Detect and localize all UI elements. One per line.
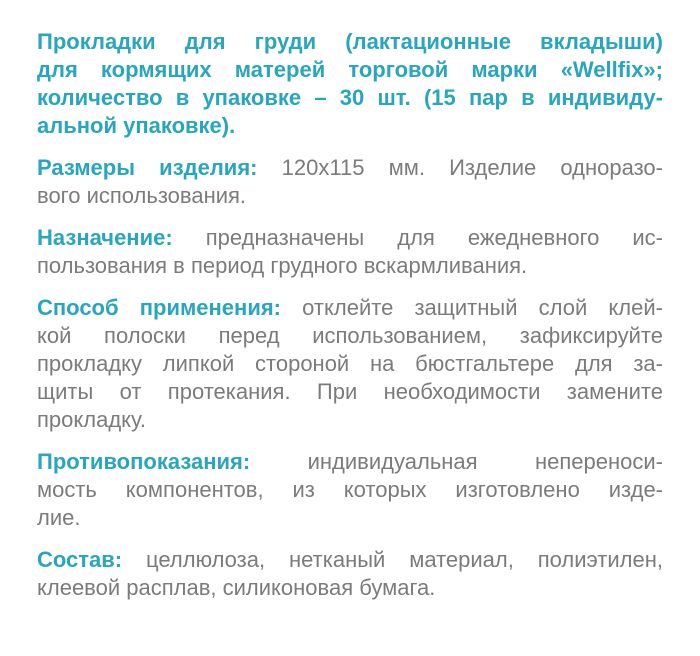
- product-description: [37, 28, 663, 140]
- composition-text: целлюлоза, нетканый материал, полиэтилен,: [122, 547, 663, 572]
- usage-text: щиты от протекания. При необходимости замените: [37, 379, 663, 404]
- contraindications-text: индивидуальная непереноси-: [250, 449, 663, 474]
- product-info-document: [37, 28, 663, 616]
- size-section: [37, 154, 663, 210]
- contraindications-section: [37, 448, 663, 532]
- usage-text: прокладку липкой стороной на бюстгальтере для за-: [37, 351, 663, 376]
- contraindications-label: Противопоказания:: [37, 449, 251, 474]
- size-first-line: [37, 154, 663, 182]
- purpose-text: предназначены для ежедневного ис-: [172, 225, 663, 250]
- composition-section: [37, 546, 663, 602]
- usage-label: Способ применения:: [37, 295, 282, 320]
- product-description-line: для кормящих матерей торговой марки «Wellfix»;: [37, 57, 663, 82]
- purpose-label: Назначение:: [37, 225, 173, 250]
- usage-text: прокладку.: [37, 407, 146, 432]
- size-label: Размеры изделия:: [37, 155, 258, 180]
- usage-first-line: [37, 294, 663, 322]
- contraindications-first-line: [37, 448, 663, 476]
- purpose-section: [37, 224, 663, 280]
- product-description-line: количество в упаковке – 30 шт. (15 пар в индивиду-: [37, 85, 663, 110]
- size-text: вого использования.: [37, 183, 247, 208]
- usage-section: [37, 294, 663, 434]
- purpose-text: пользования в период грудного вскармливания.: [37, 253, 528, 278]
- usage-text: кой полоски перед использованием, зафиксируйте: [37, 323, 663, 348]
- purpose-first-line: [37, 224, 663, 252]
- size-text: 120х115 мм. Изделие одноразо-: [257, 155, 663, 180]
- composition-label: Состав:: [37, 547, 123, 572]
- product-description-line: Прокладки для груди (лактационные вкладыши): [37, 29, 663, 54]
- contraindications-text: мость компонентов, из которых изготовлено изде-: [37, 477, 663, 502]
- contraindications-text: лие.: [37, 505, 81, 530]
- composition-first-line: [37, 546, 663, 574]
- composition-text: клеевой расплав, силиконовая бумага.: [37, 575, 436, 600]
- product-description-line: альной упаковке).: [37, 113, 236, 138]
- usage-text: отклейте защитный слой клей-: [281, 295, 663, 320]
